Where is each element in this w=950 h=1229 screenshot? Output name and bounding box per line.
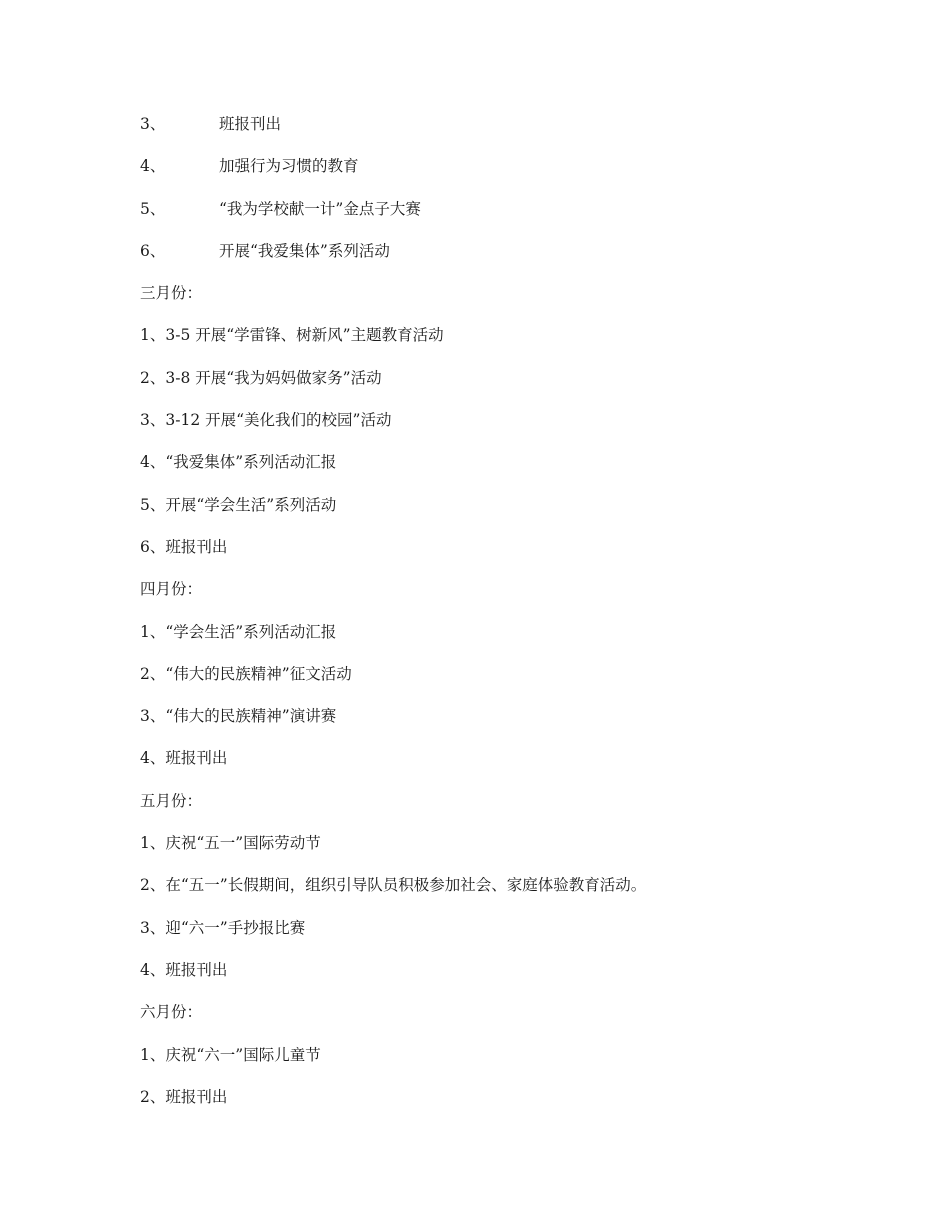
list-item: 1、“学会生活”系列活动汇报: [140, 622, 337, 641]
list-item: 2、在“五一”长假期间，组织引导队员积极参加社会、家庭体验教育活动。: [140, 876, 647, 895]
list-item: 4、班报刊出: [140, 960, 228, 979]
section-heading-april: 四月份：: [140, 580, 203, 599]
list-item: 3、迎“六一”手抄报比赛: [140, 918, 306, 937]
list-item: [140, 196, 900, 238]
section-heading-may: 五月份：: [140, 791, 203, 810]
list-item: 5、开展“学会生活”系列活动: [140, 495, 337, 514]
list-item: 3、3-12 开展“美化我们的校园”活动: [140, 411, 392, 430]
list-item: 2、班报刊出: [140, 1087, 228, 1106]
list-item: 1、3-5 开展“学雷锋、树新风”主题教育活动: [140, 326, 444, 345]
list-item: 2、3-8 开展“我为妈妈做家务”活动: [140, 368, 382, 387]
list-item: 4、班报刊出: [140, 749, 228, 768]
list-item: [140, 238, 900, 280]
item-number: 4、: [140, 157, 166, 176]
list-item: [140, 111, 900, 153]
document-body: [140, 111, 900, 1126]
item-text: 开展“我爱集体”系列活动: [219, 241, 390, 260]
list-item: [140, 153, 900, 195]
item-number: 6、: [140, 241, 166, 260]
item-text: “我为学校献一计”金点子大赛: [219, 199, 421, 218]
item-text: 班报刊出: [219, 115, 282, 133]
list-item: 1、庆祝“五一”国际劳动节: [140, 834, 321, 853]
list-item: 3、“伟大的民族精神”演讲赛: [140, 707, 337, 726]
section-heading-march: 三月份：: [140, 284, 203, 303]
list-item: 6、班报刊出: [140, 537, 228, 556]
item-number: 3、: [140, 115, 166, 133]
item-text: 加强行为习惯的教育: [219, 157, 359, 176]
section-heading-june: 六月份：: [140, 1003, 203, 1022]
list-item: 1、庆祝“六一”国际儿童节: [140, 1045, 321, 1064]
item-number: 5、: [140, 199, 166, 218]
list-item: 2、“伟大的民族精神”征文活动: [140, 664, 352, 683]
list-item: 4、“我爱集体”系列活动汇报: [140, 453, 337, 472]
